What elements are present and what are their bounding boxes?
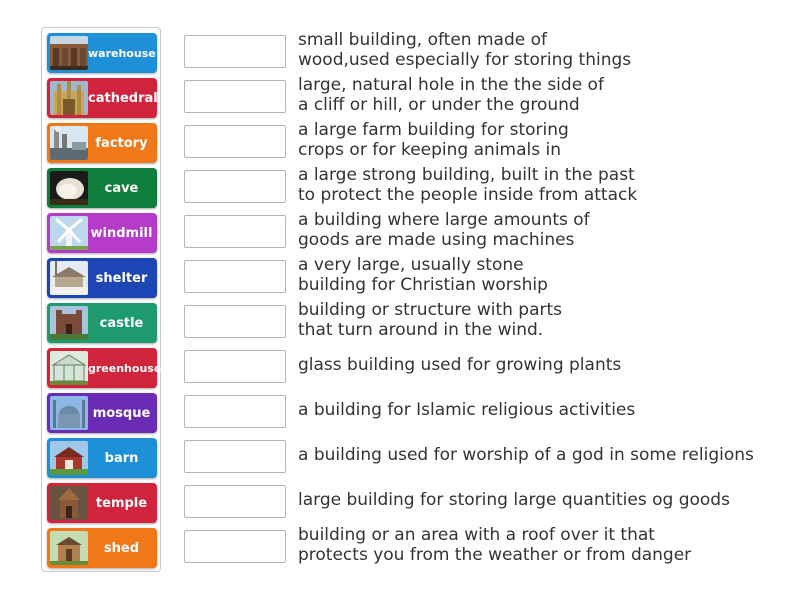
castle-photo-icon	[50, 306, 88, 340]
definition-7	[298, 300, 793, 340]
tile-cathedral[interactable]	[47, 78, 157, 118]
definition-line: a building where large amounts of	[298, 210, 590, 230]
definition-line: that turn around in the wind.	[298, 320, 544, 340]
definition-line: a building used for worship of a god in some religions	[298, 445, 754, 465]
tile-label: cathedral	[88, 90, 158, 106]
definition-line: glass building used for growing plants	[298, 355, 622, 375]
definition-6	[298, 255, 793, 295]
drop-slot-4[interactable]	[184, 170, 286, 203]
tile-label: shelter	[95, 270, 148, 286]
drop-slot-6[interactable]	[184, 260, 286, 293]
definition-line: large building for storing large quantities og goods	[298, 490, 730, 510]
definition-line: protects you from the weather or from danger	[298, 545, 692, 565]
definition-line: large, natural hole in the the side of	[298, 75, 604, 95]
tile-label: cave	[104, 180, 139, 196]
tile-label: greenhouse	[88, 361, 162, 375]
tile-warehouse[interactable]	[47, 33, 157, 73]
definition-line: goods are made using machines	[298, 230, 575, 250]
definition-line: crops or for keeping animals in	[298, 140, 562, 160]
definition-line: a large farm building for storing	[298, 120, 569, 140]
definition-8	[298, 345, 793, 385]
greenhouse-photo-icon	[50, 351, 88, 385]
answer-tile-panel	[41, 27, 161, 572]
drop-slot-7[interactable]	[184, 305, 286, 338]
drop-slot-10[interactable]	[184, 440, 286, 473]
tile-label: factory	[95, 135, 148, 151]
definition-5	[298, 210, 793, 250]
tile-label: warehouse	[88, 46, 156, 60]
mosque-photo-icon	[50, 396, 88, 430]
definition-12	[298, 525, 793, 565]
definition-line: building for Christian worship	[298, 275, 548, 295]
definition-line: building or structure with parts	[298, 300, 563, 320]
definition-line: a building for Islamic religious activities	[298, 400, 636, 420]
tile-shelter[interactable]	[47, 258, 157, 298]
cave-photo-icon	[50, 171, 88, 205]
tile-label: mosque	[92, 405, 151, 421]
drop-slot-11[interactable]	[184, 485, 286, 518]
tile-mosque[interactable]	[47, 393, 157, 433]
definition-line: a large strong building, built in the past	[298, 165, 635, 185]
definition-line: small building, often made of	[298, 30, 547, 50]
temple-photo-icon	[50, 486, 88, 520]
definition-line: a cliff or hill, or under the ground	[298, 95, 580, 115]
tile-label: barn	[104, 450, 139, 466]
definition-line: a very large, usually stone	[298, 255, 524, 275]
barn-photo-icon	[50, 441, 88, 475]
tile-label: windmill	[90, 225, 153, 241]
definition-4	[298, 165, 793, 205]
definition-line: wood,used especially for storing things	[298, 50, 632, 70]
definition-3	[298, 120, 793, 160]
cathedral-photo-icon	[50, 81, 88, 115]
tile-label: castle	[99, 315, 144, 331]
drop-slot-3[interactable]	[184, 125, 286, 158]
windmill-photo-icon	[50, 216, 88, 250]
tile-label: temple	[95, 495, 148, 511]
drop-slot-8[interactable]	[184, 350, 286, 383]
tile-windmill[interactable]	[47, 213, 157, 253]
tile-shed[interactable]	[47, 528, 157, 568]
shelter-photo-icon	[50, 261, 88, 295]
drop-slot-5[interactable]	[184, 215, 286, 248]
tile-barn[interactable]	[47, 438, 157, 478]
definition-2	[298, 75, 793, 115]
tile-greenhouse[interactable]	[47, 348, 162, 388]
tile-castle[interactable]	[47, 303, 157, 343]
tile-factory[interactable]	[47, 123, 157, 163]
definition-line: building or an area with a roof over it that	[298, 525, 655, 545]
drop-slot-9[interactable]	[184, 395, 286, 428]
definition-1	[298, 30, 793, 70]
warehouse-photo-icon	[50, 36, 88, 70]
shed-photo-icon	[50, 531, 88, 565]
definition-9	[298, 390, 793, 430]
tile-cave[interactable]	[47, 168, 157, 208]
definition-line: to protect the people inside from attack	[298, 185, 638, 205]
drop-slot-12[interactable]	[184, 530, 286, 563]
definition-11	[298, 480, 793, 520]
drop-slot-1[interactable]	[184, 35, 286, 68]
tile-label: shed	[103, 540, 140, 556]
factory-photo-icon	[50, 126, 88, 160]
tile-temple[interactable]	[47, 483, 157, 523]
definition-10	[298, 435, 793, 475]
drop-slot-2[interactable]	[184, 80, 286, 113]
